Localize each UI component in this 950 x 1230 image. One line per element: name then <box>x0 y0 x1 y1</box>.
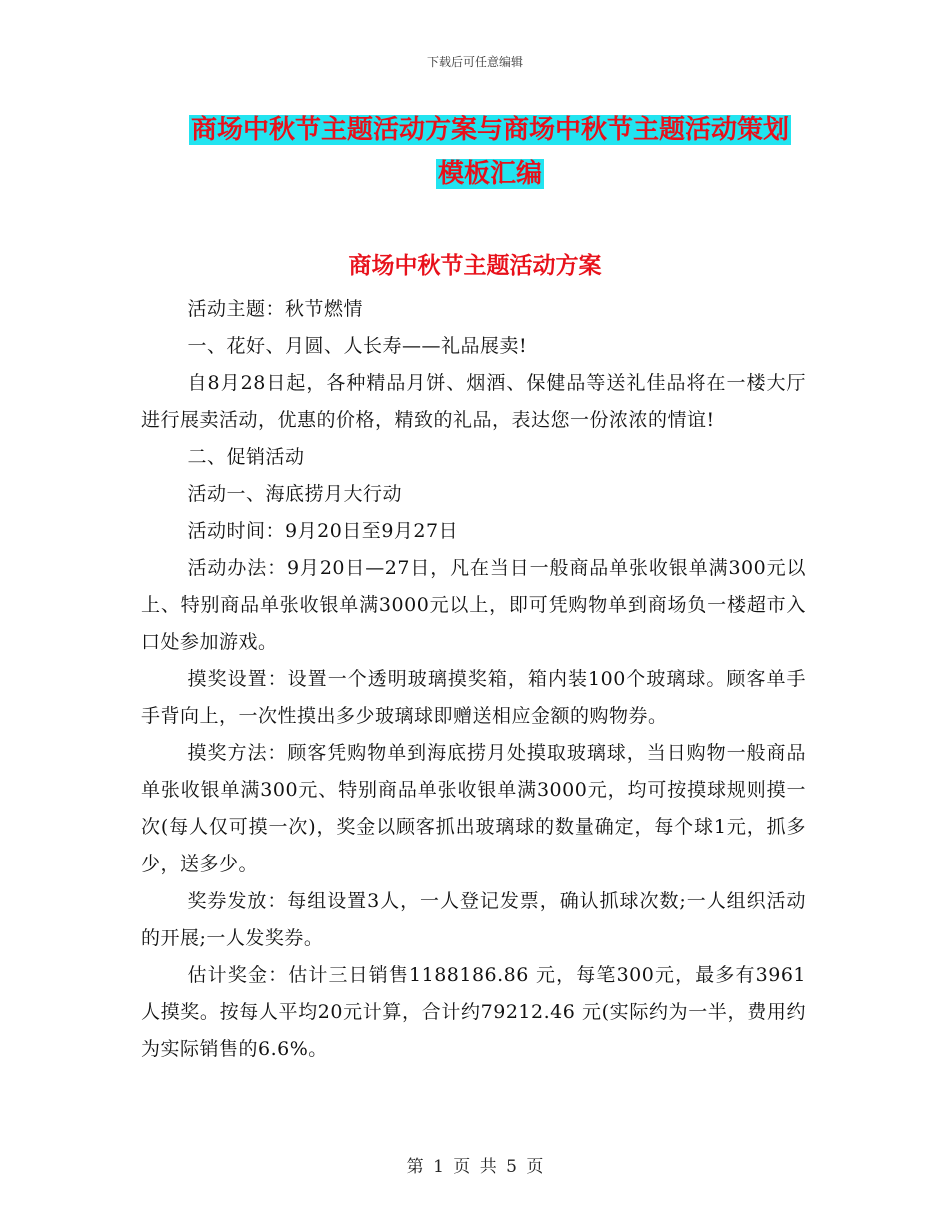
paragraph-draw-method: 摸奖方法：顾客凭购物单到海底捞月处摸取玻璃球，当日购物一般商品单张收银单满300元、特别商品单张收银单满3000元，均可按摸球规则摸一次(每人仅可摸一次)，奖金以顾客抓出玻璃球的数量确定，每个球1元，抓多少，送多少。 <box>141 742 806 875</box>
document-title <box>140 108 840 196</box>
paragraph-voucher-issue: 奖券发放：每组设置3人，一人登记发票，确认抓球次数;一人组织活动的开展;一人发奖券。 <box>141 890 806 949</box>
paragraph-activity-time: 活动时间：9月20日至9月27日 <box>187 520 459 542</box>
paragraph-prize-estimate: 估计奖金：估计三日销售1188186.86 元，每笔300元，最多有3961 人摸奖。按每人平均20元计算，合计约79212.46 元(实际约为一半，费用约为实际销售的6.6%。 <box>141 964 806 1060</box>
document-title-line1: 商场中秋节主题活动方案与商场中秋节主题活动策划 <box>190 115 789 145</box>
paragraph-theme: 活动主题：秋节燃情 <box>187 298 364 320</box>
paragraph-activity-method: 活动办法：9月20日—27日，凡在当日一般商品单张收银单满300元以上、特别商品单张收银单满3000元以上，即可凭购物单到商场负一楼超市入口处参加游戏。 <box>141 557 806 653</box>
paragraph-heading-promotion: 二、促销活动 <box>187 446 305 468</box>
paragraph-heading-gifts: 一、花好、月圆、人长寿——礼品展卖! <box>187 335 528 357</box>
document-title-line2: 模板汇编 <box>437 159 542 189</box>
paragraph-activity-one: 活动一、海底捞月大行动 <box>187 483 403 505</box>
body-text <box>141 291 806 1068</box>
page-footer: 第 1 页 共 5 页 <box>406 1157 544 1177</box>
paragraph-gifts-detail: 自8月28日起，各种精品月饼、烟酒、保健品等送礼佳品将在一楼大厅进行展卖活动，优惠的价格，精致的礼品，表达您一份浓浓的情谊! <box>141 372 806 431</box>
paragraph-draw-setup: 摸奖设置：设置一个透明玻璃摸奖箱，箱内装100个玻璃球。顾客单手手背向上，一次性摸出多少玻璃球即赠送相应金额的购物券。 <box>141 668 806 727</box>
page-header: 下载后可任意编辑 <box>426 55 523 69</box>
section-title: 商场中秋节主题活动方案 <box>348 253 602 279</box>
